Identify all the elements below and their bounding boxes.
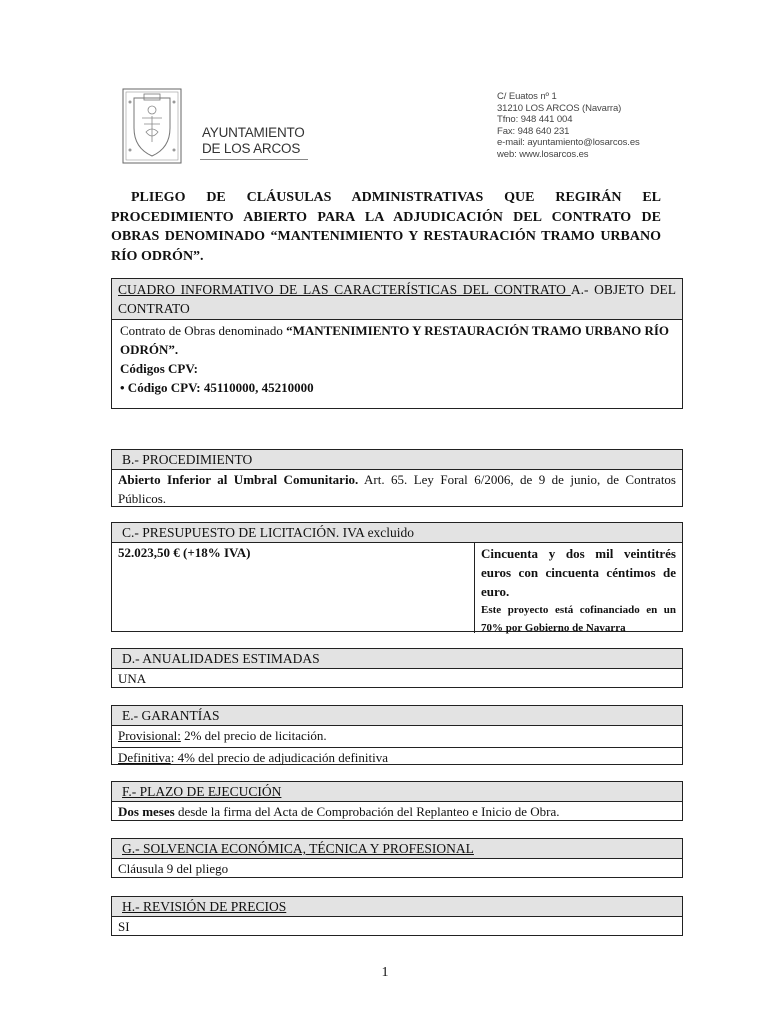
section-e-header: E.- GARANTÍAS [112, 706, 682, 726]
contact-fax: Fax: 948 640 231 [497, 125, 570, 137]
section-f-header: F.- PLAZO DE EJECUCIÓN [112, 782, 682, 802]
section-f-body [112, 802, 682, 823]
section-h-price-revision [111, 896, 683, 936]
contact-address: C/ Euatos nº 1 [497, 91, 557, 102]
cpv-item: • Código CPV: 45110000, 45210000 [120, 380, 314, 395]
section-a-body [112, 320, 682, 398]
logo-line-2: DE LOS ARCOS [202, 141, 301, 156]
section-h-body: SI [118, 919, 130, 934]
document-title [111, 188, 661, 266]
section-a-header-underlined: CUADRO INFORMATIVO DE LAS CARACTERÍSTICAS DEL CONTRATO [118, 282, 571, 297]
section-f-body-bold: Dos meses [118, 804, 175, 819]
page-number: 1 [381, 965, 389, 980]
section-f-deadline [111, 781, 683, 821]
contact-city: 31210 LOS ARCOS (Navarra) [497, 102, 622, 114]
contract-description [120, 321, 674, 359]
guarantee-definitiva-label: Definitiva [118, 749, 171, 765]
section-a-header-rest: A.- OBJETO DEL CONTRATO [118, 282, 676, 316]
guarantee-definitiva-text: : 4% del precio de adjudicación definitiva [170, 749, 389, 765]
section-c-budget [111, 522, 683, 632]
budget-amount: 52.023,50 € (+18% IVA) [112, 543, 475, 633]
section-b-header: B.- PROCEDIMIENTO [112, 450, 682, 470]
section-g-solvency [111, 838, 683, 878]
cofinancing-note: Este proyecto está cofinanciado en un 70% por Gobierno de Navarra [481, 604, 676, 634]
budget-amount-words: Cincuenta y dos mil veintitrés euros con cincuenta céntimos de euro. [481, 546, 676, 599]
section-b-body [112, 470, 682, 509]
section-d-header: D.- ANUALIDADES ESTIMADAS [112, 649, 682, 669]
section-b-body-rest: Art. 65. Ley Foral 6/2006, de 9 de junio, de Contratos Públicos. [118, 472, 676, 506]
contact-web: web: www.losarcos.es [497, 148, 589, 160]
section-g-header: G.- SOLVENCIA ECONÓMICA, TÉCNICA Y PROFESIONAL [112, 839, 682, 859]
budget-details [475, 543, 682, 633]
section-a-header [112, 279, 682, 320]
guarantee-definitiva [112, 747, 682, 769]
section-f-body-rest: desde la firma del Acta de Comprobación del Replanteo e Inicio de Obra. [174, 804, 560, 819]
document-title-text: PLIEGO DE CLÁUSULAS ADMINISTRATIVAS QUE REGIRÁN EL PROCEDIMIENTO ABIERTO PARA LA ADJUDICACIÓN DEL CONTRATO DE OBRAS DENOMINADO “MANTENIMIENTO Y RESTAURACIÓN TRAMO URBANO RÍO ODRÓN”. [111, 190, 661, 264]
section-e-guarantees [111, 705, 683, 765]
contract-description-bold: “MANTENIMIENTO Y RESTAURACIÓN TRAMO URBANO RÍO ODRÓN”. [120, 323, 670, 357]
section-c-table [112, 543, 682, 633]
contact-email: e-mail: ayuntamiento@losarcos.es [497, 137, 640, 149]
section-b-body-bold: Abierto Inferior al Umbral Comunitario. [118, 472, 359, 487]
section-g-body: Cláusula 9 del pliego [118, 861, 229, 876]
cpv-label: Códigos CPV: [120, 361, 198, 376]
section-b-procedure [111, 449, 683, 507]
contract-description-plain: Contrato de Obras denominado [120, 323, 287, 338]
logo-line-1: AYUNTAMIENTO [202, 125, 305, 140]
section-h-header: H.- REVISIÓN DE PRECIOS [112, 897, 682, 917]
section-d-body: UNA [118, 671, 147, 686]
section-d-annuities [111, 648, 683, 688]
municipal-logo [122, 88, 308, 164]
contact-info [497, 91, 640, 161]
contact-phone: Tfno: 948 441 004 [497, 114, 573, 126]
coat-of-arms-icon [122, 88, 182, 164]
guarantee-provisional-text: 2% del precio de licitación. [180, 728, 327, 743]
logo-text [202, 125, 305, 157]
guarantee-provisional-label: Provisional: [118, 728, 181, 743]
section-c-header: C.- PRESUPUESTO DE LICITACIÓN. IVA excluido [112, 523, 682, 543]
section-a-object [111, 278, 683, 409]
guarantee-provisional [112, 726, 682, 747]
